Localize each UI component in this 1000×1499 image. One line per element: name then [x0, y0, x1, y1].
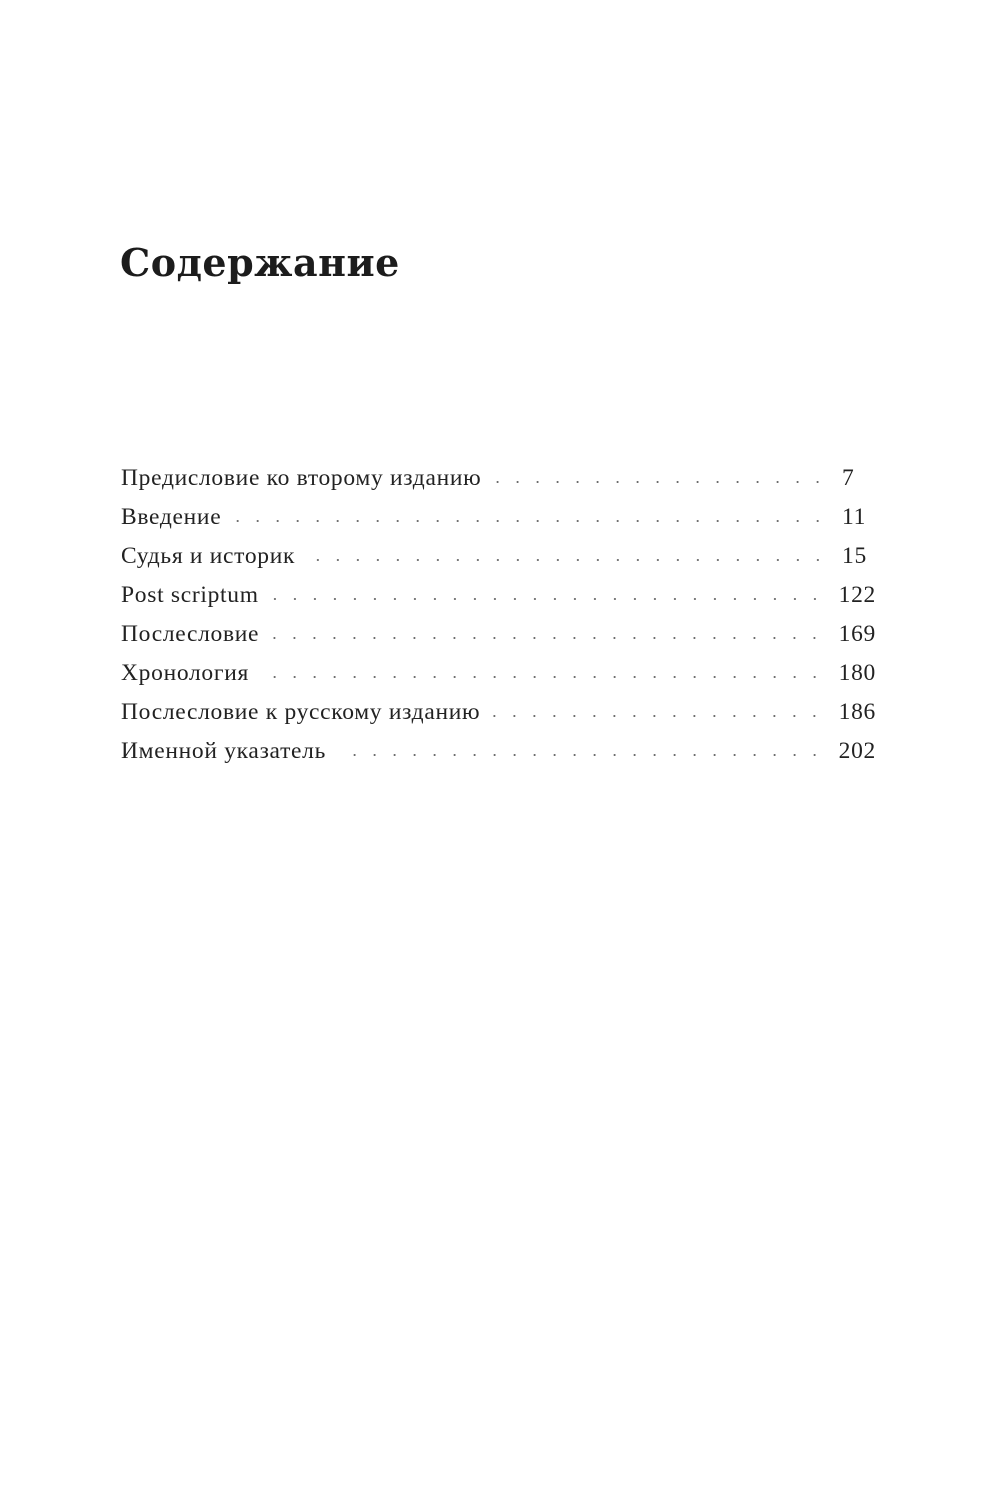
dot-leader: [493, 481, 828, 483]
toc-entry-title: Введение: [121, 504, 222, 530]
dot-leader: [271, 598, 825, 600]
toc-entry[interactable]: [121, 660, 876, 699]
toc-entry-title: Post scriptum: [121, 582, 259, 608]
dot-leader: [492, 715, 824, 717]
dot-leader: [233, 520, 828, 522]
toc-entry[interactable]: [121, 465, 876, 504]
dot-leader: [307, 559, 828, 561]
toc-entry-title: Предисловие ко второму изданию: [121, 465, 482, 491]
toc-entry[interactable]: [121, 738, 876, 777]
page-title: Содержание: [120, 240, 400, 285]
toc-entry-title: Послесловие к русскому изданию: [121, 699, 481, 725]
toc-entry[interactable]: [121, 543, 876, 582]
toc-entry[interactable]: [121, 582, 876, 621]
dot-leader: [261, 676, 825, 678]
toc-page-number: 122: [838, 582, 876, 608]
toc-entry[interactable]: [121, 621, 876, 660]
toc-entry-title: Хронология: [121, 660, 249, 686]
dot-leader: [271, 637, 824, 639]
dot-leader: [338, 754, 825, 756]
toc-entry-title: Послесловие: [121, 621, 260, 647]
toc-entry[interactable]: [121, 504, 876, 543]
toc-page-number: 7: [842, 465, 855, 491]
toc-entry-title: Именной указатель: [121, 738, 327, 764]
table-of-contents: [121, 465, 876, 777]
toc-page-number: 180: [838, 660, 876, 686]
toc-page-number: 169: [838, 621, 876, 647]
toc-page-number: 186: [838, 699, 876, 725]
toc-page-number: 15: [842, 543, 867, 569]
toc-page-number: 11: [842, 504, 867, 530]
toc-entry-title: Судья и историк: [121, 543, 296, 569]
toc-page-number: 202: [838, 738, 876, 764]
toc-entry[interactable]: [121, 699, 876, 738]
